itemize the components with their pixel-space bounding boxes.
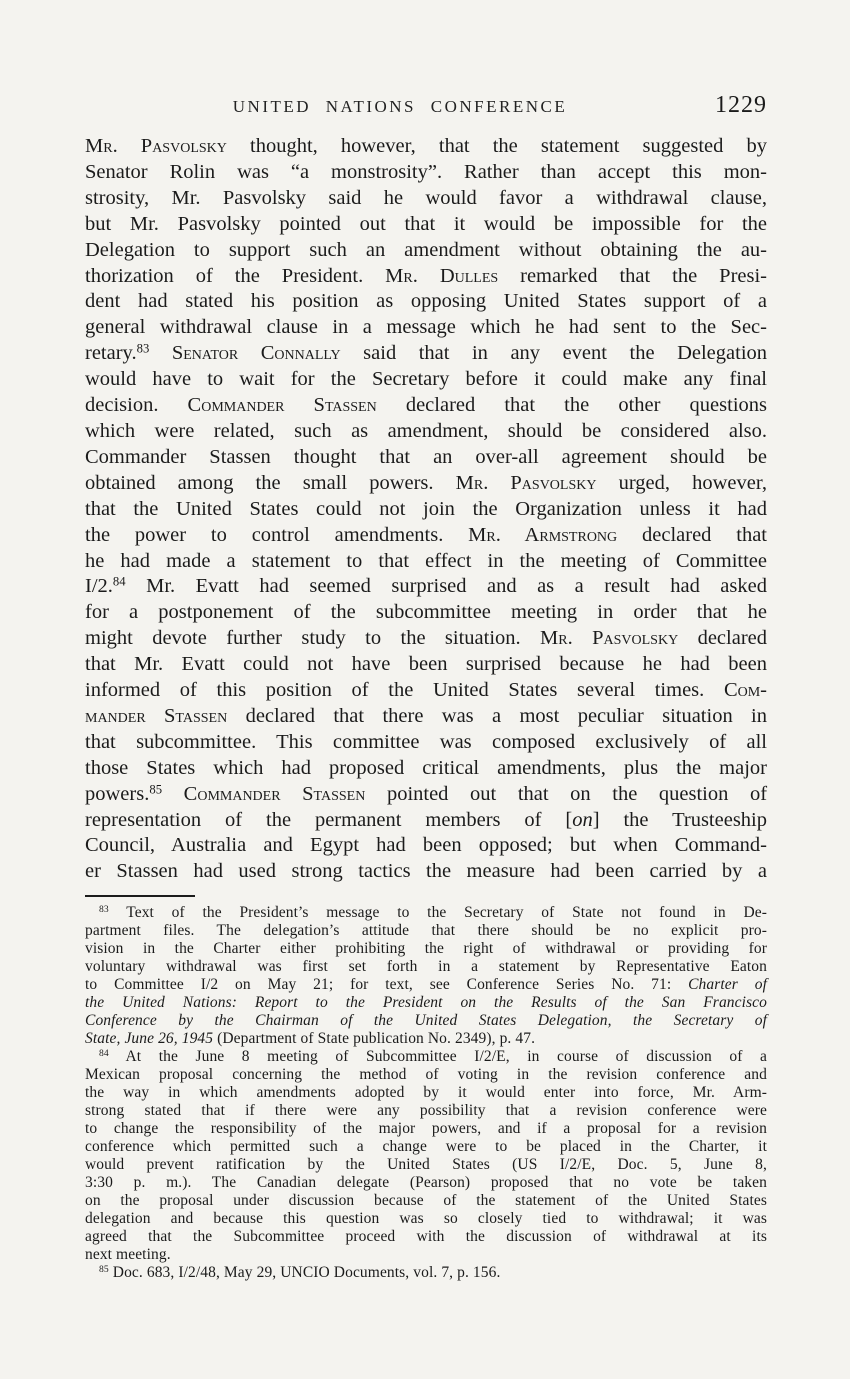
text-line (85, 833, 767, 859)
text-line (85, 922, 767, 940)
text-line (85, 782, 767, 808)
text-run: State, June 26, 1945 (85, 1030, 214, 1048)
text-line (85, 315, 767, 341)
text-run: urged, however, (596, 471, 767, 494)
text-line (85, 1210, 767, 1228)
text-line (85, 1174, 767, 1192)
text-line (85, 393, 767, 419)
text-run: strong stated that if there were any possibility that a revision conference were (85, 1102, 767, 1120)
text-run: Mr. Evatt had seemed surprised and as a result had asked (125, 575, 767, 598)
text-line (85, 497, 767, 523)
text-run: Conference by the Chairman of the United States Delegation, the Secretary of (85, 1012, 767, 1030)
text-line (85, 904, 767, 922)
text-run: he had made a statement to that effect in the meeting of Committee (85, 549, 767, 572)
text-run: but Mr. Pasvolsky pointed out that it would be impossible for the (85, 212, 767, 235)
text-run: Commander Stassen (187, 394, 377, 417)
text-line (85, 574, 767, 600)
footnote-separator (85, 895, 195, 897)
text-run: I/2. (85, 575, 113, 598)
text-run: Charter of (688, 976, 767, 994)
text-line (85, 958, 767, 976)
footnote-83 (85, 904, 767, 1048)
text-run: on (572, 808, 593, 831)
text-line (85, 704, 767, 730)
text-run: that Mr. Evatt could not have been surprised because he had been (85, 653, 767, 676)
text-line (85, 1156, 767, 1174)
text-run: would prevent ratification by the United States (US I/2/E, Doc. 5, June 8, (85, 1156, 767, 1174)
text-run: said that in any event the Delegation (340, 342, 768, 365)
text-line (85, 1264, 767, 1282)
text-line (85, 1066, 767, 1084)
text-run: which were related, such as amendment, should be considered also. (85, 419, 767, 442)
text-run: powers. (85, 782, 150, 805)
text-line (85, 1102, 767, 1120)
footnote-84 (85, 1048, 767, 1264)
text-run: Mr. Armstrong (468, 523, 618, 546)
text-run: the power to control amendments. (85, 523, 469, 546)
text-run (149, 342, 172, 364)
footnote-marker: 84 (99, 1048, 109, 1060)
text-line (85, 976, 767, 994)
text-run (162, 783, 184, 805)
text-run: strosity, Mr. Pasvolsky said he would favor a withdrawal clause, (85, 186, 767, 209)
text-run: dent had stated his position as opposing United States support of a (85, 290, 767, 313)
text-run: conference which permitted such a change were to be placed in the Charter, it (85, 1138, 767, 1156)
footnote-marker: 83 (136, 341, 150, 356)
text-line (85, 289, 767, 315)
footnote-marker: 84 (112, 575, 126, 590)
text-run: declared that the other questions (376, 394, 767, 417)
text-run: agreed that the Subcommittee proceed with the discussion of withdrawal at its (85, 1228, 767, 1246)
text-run: might devote further study to the situation. (85, 627, 541, 650)
text-run: Mr. Pasvolsky (540, 627, 679, 650)
text-line (85, 859, 767, 885)
text-run: to Committee I/2 on May 21; for text, see Conference Series No. 71: (85, 976, 689, 994)
text-run: (Department of State publication No. 2349), p. 47. (213, 1030, 536, 1048)
text-run: decision. (85, 394, 188, 417)
text-run: the way in which amendments adopted by it would enter into force, Mr. Arm- (85, 1084, 767, 1102)
text-run: declared that (617, 523, 767, 546)
text-line (85, 808, 767, 834)
running-head: UNITED NATIONS CONFERENCE (232, 97, 568, 116)
text-run: representation of the permanent members of [ (85, 808, 573, 831)
text-line (85, 186, 767, 212)
text-run: on the proposal under discussion because of the statement of the United States (85, 1192, 767, 1210)
text-line (85, 1084, 767, 1102)
text-line (85, 238, 767, 264)
text-run: 3:30 p. m.). The Canadian delegate (Pearson) proposed that no vote be taken (85, 1174, 767, 1192)
text-line (85, 419, 767, 445)
text-block (85, 92, 767, 1282)
text-line (85, 471, 767, 497)
text-line (85, 160, 767, 186)
text-line (85, 549, 767, 575)
text-run: declared (678, 627, 767, 650)
text-line (85, 445, 767, 471)
footnote-marker: 85 (149, 782, 163, 797)
text-run: mander Stassen (85, 704, 228, 727)
text-line (85, 600, 767, 626)
text-run: the United Nations: Report to the President on the Results of the San Francisco (85, 994, 767, 1012)
text-run: Mexican proposal concerning the method of voting in the revision conference and (85, 1066, 767, 1084)
text-run: Text of the President’s message to the Secretary of State not found in De- (108, 904, 767, 922)
text-line (85, 678, 767, 704)
page-header (85, 92, 767, 119)
text-run: retary. (85, 342, 137, 365)
footnotes-section (85, 904, 767, 1282)
text-run: Council, Australia and Egypt had been opposed; but when Command- (85, 834, 767, 857)
footnote-marker: 85 (99, 1264, 109, 1276)
text-run: Commander Stassen (183, 782, 366, 805)
text-run: general withdrawal clause in a message which he had sent to the Sec- (85, 316, 767, 339)
text-run: Delegation to support such an amendment without obtaining the au- (85, 238, 767, 261)
text-line (85, 341, 767, 367)
text-line (85, 367, 767, 393)
text-run: declared that there was a most peculiar situation in (227, 704, 767, 727)
text-line (85, 1048, 767, 1066)
text-run: Mr. Pasvolsky (455, 471, 597, 494)
text-run: er Stassen had used strong tactics the measure had been carried by a (85, 860, 767, 883)
text-line (85, 626, 767, 652)
text-line (85, 994, 767, 1012)
text-line (85, 1120, 767, 1138)
text-line (85, 523, 767, 549)
text-run: Mr. Pasvolsky (85, 135, 227, 157)
text-line (85, 940, 767, 958)
text-run: Doc. 683, I/2/48, May 29, UNCIO Documents, vol. 7, p. 156. (108, 1264, 501, 1282)
text-run: that the United States could not join the Organization unless it had (85, 497, 767, 520)
text-run: vision in the Charter either prohibiting the right of withdrawal or providing for (85, 940, 767, 958)
text-run: next meeting. (85, 1246, 171, 1264)
text-run: for a postponement of the subcommittee meeting in order that he (85, 601, 767, 624)
text-run: delegation and because this question was so closely tied to withdrawal; it was (85, 1210, 767, 1228)
text-run: Mr. Dulles (385, 264, 499, 287)
text-run: thorization of the President. (85, 264, 386, 287)
text-line (85, 1192, 767, 1210)
text-line (85, 1012, 767, 1030)
text-line (85, 212, 767, 238)
text-run: those States which had proposed critical amendments, plus the major (85, 756, 767, 779)
text-run: Com- (723, 679, 767, 702)
text-run: pointed out that on the question of (365, 782, 768, 805)
text-run: that subcommittee. This committee was composed exclusively of all (85, 730, 767, 753)
text-line (85, 1030, 767, 1048)
text-line (85, 1246, 767, 1264)
text-line (85, 730, 767, 756)
text-line (85, 134, 767, 160)
text-line (85, 1228, 767, 1246)
page-number: 1229 (715, 92, 767, 118)
text-run: remarked that the Presi- (498, 264, 767, 287)
footnote-85 (85, 1264, 767, 1282)
text-run: Senator Rolin was “a monstrosity”. Rather than accept this mon- (85, 160, 767, 183)
text-line (85, 1138, 767, 1156)
text-run: would have to wait for the Secretary before it could make any final (85, 368, 767, 391)
text-run: Commander Stassen thought that an over-all agreement should be (85, 445, 767, 468)
text-line (85, 264, 767, 290)
footnote-marker: 83 (99, 904, 109, 916)
text-run: partment files. The delegation’s attitude that there should be no explicit pro- (85, 922, 767, 940)
text-run: to change the responsibility of the major powers, and if a proposal for a revision (85, 1120, 767, 1138)
text-line (85, 756, 767, 782)
text-run: informed of this position of the United States several times. (85, 679, 724, 702)
body-paragraph (85, 134, 767, 885)
text-line (85, 652, 767, 678)
text-run: thought, however, that the statement suggested by (226, 135, 767, 157)
text-run: At the June 8 meeting of Subcommittee I/2/E, in course of discussion of a (108, 1048, 767, 1066)
text-run: ] the Trusteeship (592, 808, 767, 831)
text-run: Senator Connally (171, 342, 341, 365)
text-run: voluntary withdrawal was first set forth in a statement by Representative Eaton (85, 958, 767, 976)
text-run: obtained among the small powers. (85, 471, 456, 494)
